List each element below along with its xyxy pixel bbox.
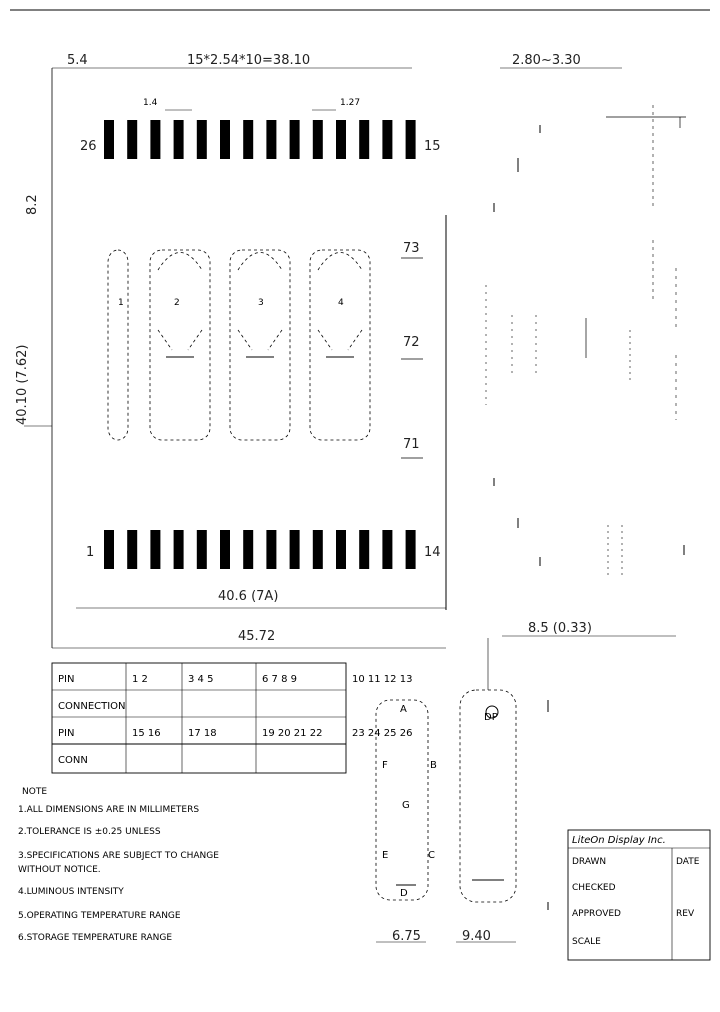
digit-cross xyxy=(238,330,282,350)
top-pin xyxy=(336,120,346,159)
top-pin xyxy=(104,120,114,159)
dim-seg-w2: 9.40 xyxy=(462,929,491,944)
title-field-rev: REV xyxy=(676,909,695,919)
bottom-pin xyxy=(150,530,160,569)
top-pin xyxy=(266,120,276,159)
dim-seg-w1: 6.75 xyxy=(392,929,421,944)
note-line-5: 4.LUMINOUS INTENSITY xyxy=(18,887,124,897)
top-pin xyxy=(382,120,392,159)
pin-table-cell: 23 24 25 26 xyxy=(352,728,413,739)
side-marker-71: 71 xyxy=(403,437,420,452)
title-field-checked: CHECKED xyxy=(572,883,616,893)
top-pin xyxy=(220,120,230,159)
digit-top-arc xyxy=(238,253,282,271)
bottom-pin xyxy=(382,530,392,569)
title-field-approved: APPROVED xyxy=(572,909,621,919)
segment-label-c: C xyxy=(428,850,435,861)
pin-table-cell: CONNECTION xyxy=(58,701,126,712)
top-pin xyxy=(406,120,416,159)
bottom-pin xyxy=(220,530,230,569)
note-line-3: 3.SPECIFICATIONS ARE SUBJECT TO CHANGE xyxy=(18,851,219,861)
pin-table-cell: 15 16 xyxy=(132,728,161,739)
dim-left-height: 8.2 xyxy=(25,194,40,215)
note-line-4: WITHOUT NOTICE. xyxy=(18,865,101,875)
pin-table-cell: 19 20 21 22 xyxy=(262,728,323,739)
title-field-scale: SCALE xyxy=(572,937,601,947)
note-line-7: 6.STORAGE TEMPERATURE RANGE xyxy=(18,933,173,943)
segment-label-f: F xyxy=(382,760,388,771)
digit-label-3: 3 xyxy=(258,298,264,308)
top-pin-row xyxy=(104,120,416,159)
bottom-pin xyxy=(359,530,369,569)
digit-frame xyxy=(108,250,128,440)
pin-table-cell: CONN xyxy=(58,755,88,766)
bottom-pin xyxy=(336,530,346,569)
note-line-6: 5.OPERATING TEMPERATURE RANGE xyxy=(18,911,181,921)
segment-label-d: D xyxy=(400,888,408,899)
title-block-company: LiteOn Display Inc. xyxy=(572,835,666,846)
pin-table-cell: 1 2 xyxy=(132,674,148,685)
pin-label-bottom-left: 1 xyxy=(86,545,95,560)
dim-pitch-a: 1.4 xyxy=(143,98,158,108)
pin-label-top-right: 15 xyxy=(424,139,441,154)
note-line-1: 1.ALL DIMENSIONS ARE IN MILLIMETERS xyxy=(18,805,200,815)
dim-pitch-b: 1.27 xyxy=(340,98,361,108)
bottom-pin xyxy=(406,530,416,569)
top-pin xyxy=(197,120,207,159)
digit-cross xyxy=(318,330,362,350)
dim-body-width: 40.6 (7A) xyxy=(218,589,279,604)
title-block xyxy=(568,830,710,960)
side-view xyxy=(486,105,686,636)
pin-table-cell: 3 4 5 xyxy=(188,674,214,685)
top-pin xyxy=(290,120,300,159)
pin-table-cell: PIN xyxy=(58,728,75,739)
dim-pin-pitch-total: 15*2.54*10=38.10 xyxy=(187,53,311,68)
notes-title: NOTE xyxy=(22,787,48,797)
digit-frame xyxy=(230,250,290,440)
top-pin xyxy=(243,120,253,159)
bottom-pin-row xyxy=(104,530,416,569)
segment-label-b: B xyxy=(430,760,437,771)
dim-side-width: 8.5 (0.33) xyxy=(528,621,592,636)
digit-label-4: 4 xyxy=(338,298,344,308)
dim-left-full: 40.10 (7.62) xyxy=(15,344,30,425)
digit-frame xyxy=(310,250,370,440)
note-line-2: 2.TOLERANCE IS ±0.25 UNLESS xyxy=(18,827,161,837)
digit-top-arc xyxy=(318,253,362,271)
top-pin xyxy=(150,120,160,159)
bottom-pin xyxy=(243,530,253,569)
title-field-drawn: DRAWN xyxy=(572,857,607,867)
bottom-pin xyxy=(104,530,114,569)
top-pin xyxy=(174,120,184,159)
digit-label-1: 1 xyxy=(118,298,124,308)
segment-label-e: E xyxy=(382,850,389,861)
top-pin xyxy=(313,120,323,159)
dim-top-offset: 5.4 xyxy=(67,53,88,68)
pin-label-top-left: 26 xyxy=(80,139,97,154)
bottom-pin xyxy=(290,530,300,569)
segment-label-g: G xyxy=(402,800,410,811)
digit-outline xyxy=(230,250,290,440)
dim-overall-width: 45.72 xyxy=(238,629,276,644)
dim-right-top: 2.80~3.30 xyxy=(512,53,581,68)
bottom-pin xyxy=(266,530,276,569)
digit-outline xyxy=(310,250,370,440)
pin-table-cell: 6 7 8 9 xyxy=(262,674,297,685)
digit-outline xyxy=(150,250,210,440)
pin-table-cell: PIN xyxy=(58,674,75,685)
notes-block xyxy=(18,787,219,943)
bottom-pin xyxy=(127,530,137,569)
digit-outline xyxy=(108,250,128,440)
segment-label-a: A xyxy=(400,704,407,715)
top-pin xyxy=(127,120,137,159)
digit-top-arc xyxy=(158,253,202,271)
pin-table-cell: 17 18 xyxy=(188,728,217,739)
bottom-pin xyxy=(197,530,207,569)
side-marker-73: 73 xyxy=(403,241,420,256)
title-field-date: DATE xyxy=(676,857,700,867)
digit-label-2: 2 xyxy=(174,298,180,308)
top-pin xyxy=(359,120,369,159)
bottom-pin xyxy=(174,530,184,569)
digit-cross xyxy=(158,330,202,350)
pin-label-bottom-right: 14 xyxy=(424,545,441,560)
side-marker-72: 72 xyxy=(403,335,420,350)
segment-label-dp: DP xyxy=(484,712,498,723)
digit-frame xyxy=(150,250,210,440)
pin-table-cell: 10 11 12 13 xyxy=(352,674,413,685)
digit-group xyxy=(108,250,370,440)
bottom-pin xyxy=(313,530,323,569)
